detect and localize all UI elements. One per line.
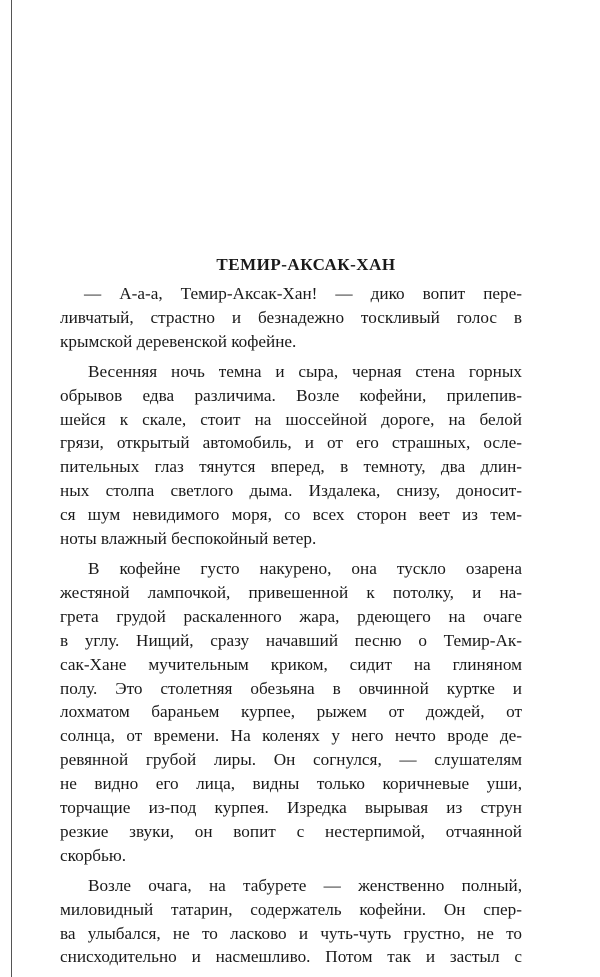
text-line: ноты влажный беспокойный ветер.	[60, 529, 317, 549]
page-edge-rule	[11, 0, 12, 977]
text-line: торчащие из-под курпея. Изредка вырывая из струн	[60, 798, 522, 818]
paragraph-4	[60, 874, 522, 970]
text-line: миловидный татарин, содержатель кофейни. Он спер-	[60, 899, 522, 919]
text-line: снисходительно и насмешливо. Потом так и застыл с	[60, 947, 522, 967]
text-line: Возле очага, на табурете — женственно полный,	[88, 875, 522, 895]
text-line: грета грудой раскаленного жара, рдеющего на очаге	[60, 606, 522, 626]
text-line: ся шум невидимого моря, со всех сторон веет из тем-	[60, 505, 522, 525]
text-line: полу. Это столетняя обезьяна в овчинной куртке и	[60, 678, 522, 698]
text-line: ва улыбался, не то ласково и чуть-чуть грустно, не то	[60, 923, 522, 943]
paragraph-2	[60, 360, 522, 551]
body-text	[60, 282, 522, 969]
text-line: жестяной лампочкой, привешенной к потолку, и на-	[60, 582, 522, 602]
text-line: В кофейне густо накурено, она тускло озарена	[88, 558, 522, 578]
paragraph-1	[60, 282, 522, 354]
text-line: грязи, открытый автомобиль, и от его страшных, осле-	[60, 433, 522, 453]
text-line: в углу. Нищий, сразу начавший песню о Темир-Ак-	[60, 630, 522, 650]
text-line: лохматом бараньем курпее, рыжем от дождей, от	[60, 702, 522, 722]
text-line: не видно его лица, видны только коричневые уши,	[60, 774, 522, 794]
text-line: солнца, от времени. На коленях у него нечто вроде де-	[60, 726, 522, 746]
text-line: ных столпа светлого дыма. Издалека, снизу, доносит-	[60, 481, 522, 501]
text-line: Весенняя ночь темна и сыра, черная стена горных	[88, 361, 522, 381]
text-line: обрывов едва различима. Возле кофейни, прилепив-	[60, 385, 522, 405]
text-line: сак-Хане мучительным криком, сидит на глиняном	[60, 654, 522, 674]
text-line: ревянной грубой лиры. Он согнулся, — слушателям	[60, 750, 522, 770]
text-line: пительных глаз тянутся вперед, в темноту, два длин-	[60, 457, 522, 477]
text-line: резкие звуки, он вопит с нестерпимой, отчаянной	[60, 821, 522, 841]
text-line: крымской деревенской кофейне.	[60, 331, 297, 351]
paragraph-3	[60, 557, 522, 868]
text-line: скорбью.	[60, 845, 127, 865]
text-line: — А-а-а, Темир-Аксак-Хан! — дико вопит пере-	[84, 284, 522, 303]
text-line: ливчатый, страстно и безнадежно тоскливый голос в	[60, 307, 522, 327]
page-title: ТЕМИР-АКСАК-ХАН	[216, 255, 396, 275]
text-line: шейся к скале, стоит на шоссейной дороге, на белой	[60, 409, 522, 429]
